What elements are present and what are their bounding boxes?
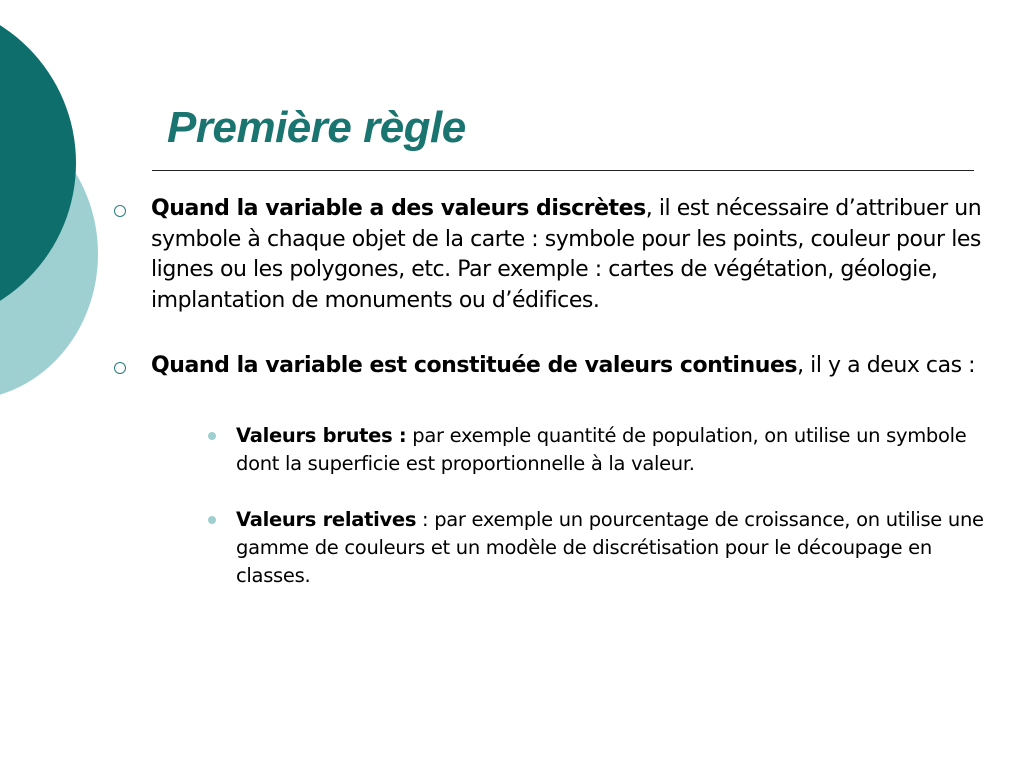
bullet-continuous-values <box>112 351 982 590</box>
sub-bullet-text: : par exemple un pourcentage de croissance, on utilise une gamme de couleurs et un modèle de discrétisation pour le découpage en classes. <box>236 507 984 587</box>
dot-bullet-icon <box>208 432 216 440</box>
hollow-circle-bullet-icon <box>114 205 126 217</box>
slide-body <box>112 194 982 590</box>
sub-bullet-relative-values <box>236 506 1006 590</box>
slide-title: Première règle <box>167 103 466 152</box>
bullet-bold-text: Quand la variable est constituée de valeurs continues <box>151 353 798 378</box>
sub-bullet-raw-values <box>236 422 1006 478</box>
title-divider <box>152 170 974 171</box>
sub-bullet-text: par exemple quantité de population, on utilise un symbole dont la superficie est proportionnelle à la valeur. <box>236 423 967 475</box>
bullet-bold-text: Quand la variable a des valeurs discrètes <box>151 196 646 221</box>
dot-bullet-icon <box>208 516 216 524</box>
hollow-circle-bullet-icon <box>114 362 126 374</box>
sub-bullet-list <box>236 422 1006 590</box>
bullet-discrete-values <box>112 194 982 316</box>
sub-bullet-bold-text: Valeurs brutes : <box>236 423 407 447</box>
bullet-text: , il est nécessaire d’attribuer un symbole à chaque objet de la carte : symbole pour les points, couleur pour les lignes ou les polygones, etc. Par exemple : cartes de végétation, géologie, implantation de monuments ou d’édifices. <box>151 196 982 313</box>
bullet-text: , il y a deux cas : <box>797 353 976 378</box>
sub-bullet-bold-text: Valeurs relatives <box>236 507 417 531</box>
